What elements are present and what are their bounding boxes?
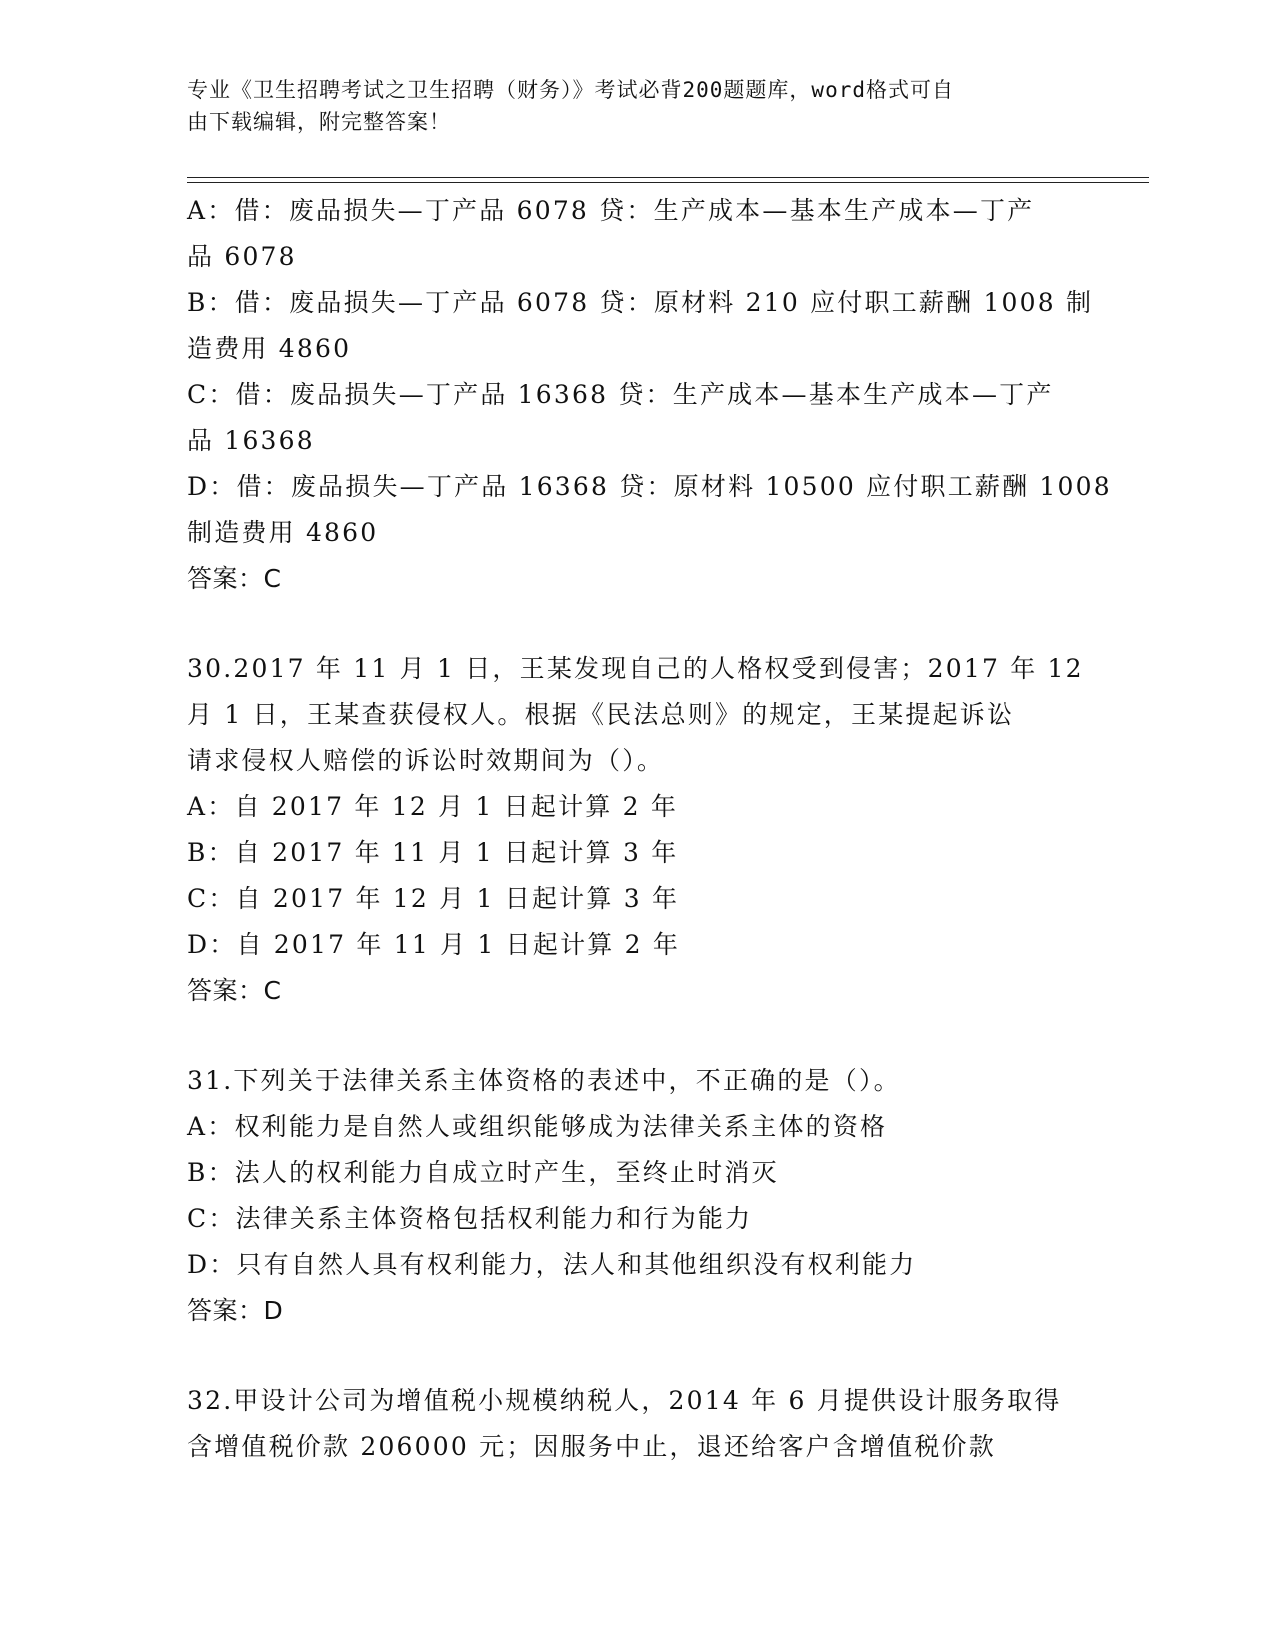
question-spacer: [187, 1014, 1087, 1058]
q29-option-c-line-2: 品 16368: [187, 426, 315, 455]
q30-option-b: B：自 2017 年 11 月 1 日起计算 3 年: [187, 838, 679, 867]
question-32-block: [187, 1378, 1087, 1470]
q30-answer: 答案：C: [187, 976, 282, 1005]
question-30-block: [187, 646, 1087, 1014]
q31-option-d: D：只有自然人具有权利能力，法人和其他组织没有权利能力: [187, 1250, 917, 1279]
q31-option-b: B：法人的权利能力自成立时产生，至终止时消灭: [187, 1158, 779, 1187]
q30-option-a: A：自 2017 年 12 月 1 日起计算 2 年: [187, 792, 679, 821]
q29-option-a-line-2: 品 6078: [187, 242, 297, 271]
q29-option-b-line-2: 造费用 4860: [187, 334, 352, 363]
q31-option-c: C：法律关系主体资格包括权利能力和行为能力: [187, 1204, 753, 1233]
header-divider-top: [187, 177, 1149, 178]
q30-stem-line-2: 月 1 日，王某查获侵权人。根据《民法总则》的规定，王某提起诉讼: [187, 700, 1015, 729]
question-31-block: [187, 1058, 1087, 1334]
q30-stem-line-3: 请求侵权人赔偿的诉讼时效期间为（）。: [187, 746, 665, 775]
header-line-1: 专业《卫生招聘考试之卫生招聘（财务）》考试必背200题题库，word格式可自: [187, 78, 954, 102]
q32-stem-line-2: 含增值税价款 206000 元；因服务中止，退还给客户含增值税价款: [187, 1432, 996, 1461]
q31-stem-line-1: 31.下列关于法律关系主体资格的表述中，不正确的是（）。: [187, 1066, 901, 1095]
q31-answer: 答案：D: [187, 1296, 284, 1325]
q29-option-d-line-2: 制造费用 4860: [187, 518, 379, 547]
question-spacer: [187, 1334, 1087, 1378]
q30-option-d: D：自 2017 年 11 月 1 日起计算 2 年: [187, 930, 681, 959]
q29-option-c-line-1: C：借：废品损失—丁产品 16368 贷：生产成本—基本生产成本—丁产: [187, 380, 1054, 409]
q29-option-d-line-1: D：借：废品损失—丁产品 16368 贷：原材料 10500 应付职工薪酬 1008: [187, 472, 1112, 501]
question-spacer: [187, 602, 1087, 646]
header-divider-bottom: [187, 182, 1149, 183]
q29-option-b-line-1: B：借：废品损失—丁产品 6078 贷：原材料 210 应付职工薪酬 1008 制: [187, 288, 1094, 317]
document-header: [187, 74, 1067, 138]
q30-stem-line-1: 30.2017 年 11 月 1 日，王某发现自己的人格权受到侵害；2017 年 12: [187, 654, 1084, 683]
q31-option-a: A：权利能力是自然人或组织能够成为法律关系主体的资格: [187, 1112, 888, 1141]
header-line-2: 由下载编辑，附完整答案！: [187, 110, 451, 134]
q30-option-c: C：自 2017 年 12 月 1 日起计算 3 年: [187, 884, 680, 913]
q29-option-a-line-1: A：借：废品损失—丁产品 6078 贷：生产成本—基本生产成本—丁产: [187, 196, 1035, 225]
q29-answer: 答案：C: [187, 564, 282, 593]
question-29-block: [187, 188, 1112, 602]
q32-stem-line-1: 32.甲设计公司为增值税小规模纳税人，2014 年 6 月提供设计服务取得: [187, 1386, 1062, 1415]
question-list: [187, 188, 1112, 1470]
